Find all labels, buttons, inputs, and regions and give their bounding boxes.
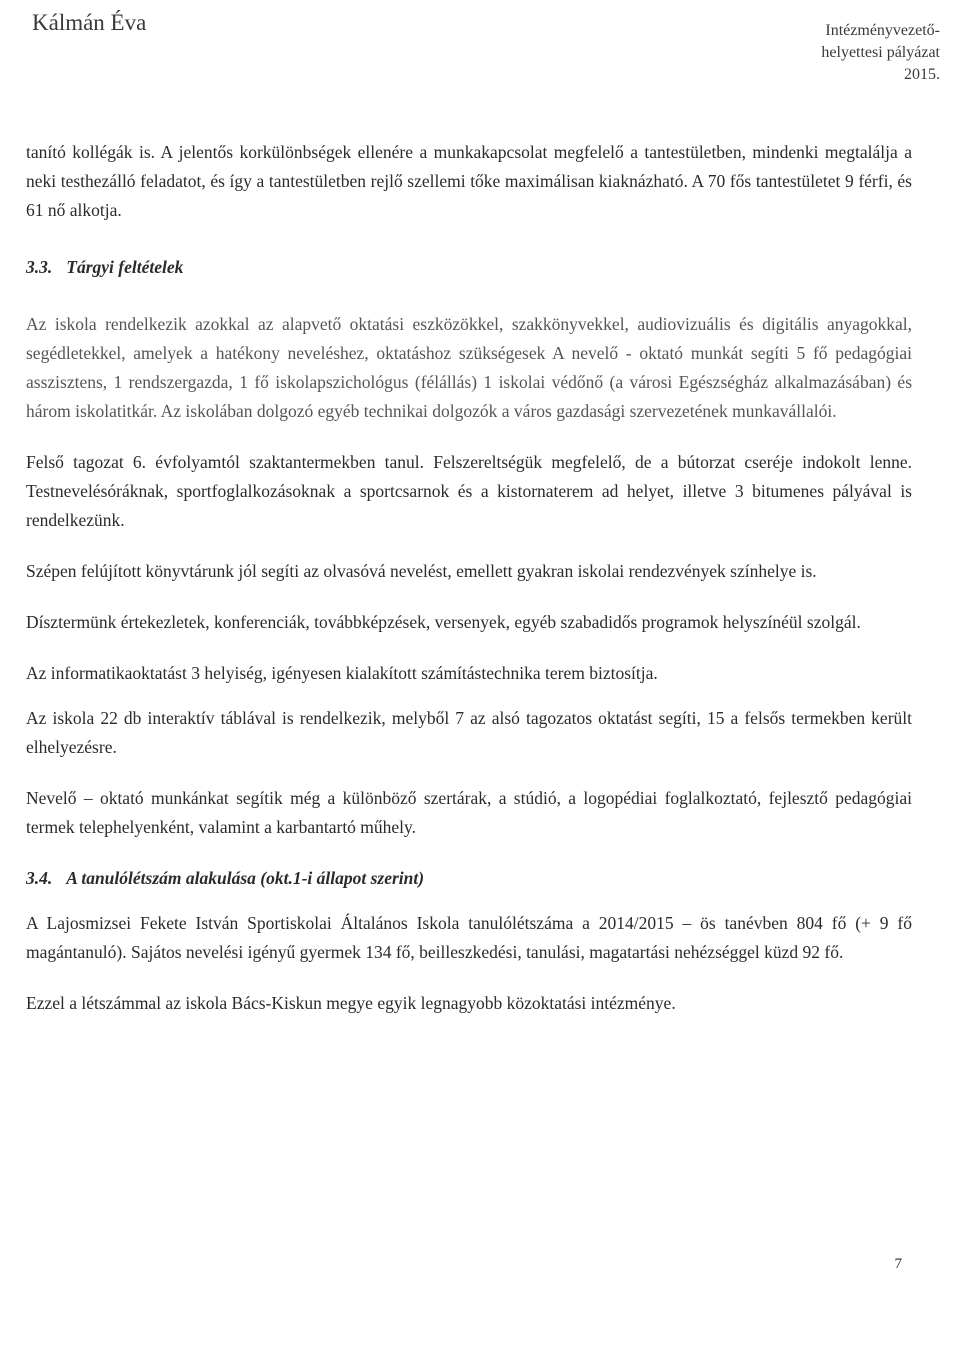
- paragraph-conclusion: Ezzel a létszámmal az iskola Bács-Kiskun megye egyik legnagyobb közoktatási intézménye.: [26, 993, 676, 1013]
- paragraph-informatics: Az informatikaoktatást 3 helyiség, igényesen kialakított számítástechnika terem biztosítja.: [26, 663, 658, 683]
- paragraph-classrooms: Felső tagozat 6. évfolyamtól szaktantermekben tanul. Felszereltségük megfelelő, de a bútorzat cseréje indokolt lenne. Testnevelésóráknak, sportfoglalkozásoknak a sportcsarnok és a kistornaterem ad helyet, illetve 3 bitumenes pályával is rendelkezünk.: [26, 452, 912, 530]
- section-title: A tanulólétszám alakulása (okt.1-i állapot szerint): [66, 868, 425, 888]
- header-author: Kálmán Éva: [32, 10, 147, 35]
- paragraph-library: Szépen felújított könyvtárunk jól segíti az olvasóvá nevelést, emellett gyakran iskolai rendezvények színhelye is.: [26, 561, 817, 581]
- paragraph-enrollment: A Lajosmizsei Fekete István Sportiskolai Általános Iskola tanulólétszáma a 2014/2015 – ös tanévben 804 fő (+ 9 fő magántanuló). Sajátos nevelési igényű gyermek 134 fő, beilleszkedési, tanulási, magatartási nehézséggel küzd 92 fő.: [26, 913, 912, 962]
- section-title: Tárgyi feltételek: [66, 257, 184, 277]
- paragraph-interactive-boards: Az iskola 22 db interaktív táblával is rendelkezik, melyből 7 az alsó tagozatos oktatást segíti, 15 a felsős termekben került elhelyezésre.: [26, 708, 912, 757]
- section-number: 3.3.: [26, 257, 53, 277]
- document-body: [26, 138, 912, 1018]
- header-doc-type-line2: helyettesi pályázat: [821, 44, 940, 61]
- header-doc-info: [740, 20, 940, 86]
- section-heading-3-3: [26, 253, 912, 282]
- header-doc-type-line1: Intézményvezető-: [825, 22, 940, 39]
- section-heading-3-4: [26, 864, 912, 893]
- page-number: 7: [894, 1256, 902, 1272]
- paragraph-equipment: Az iskola rendelkezik azokkal az alapvető oktatási eszközökkel, szakkönyvekkel, audiovizuális és digitális anyagokkal, segédletekkel, amelyek a hatékony neveléshez, oktatáshoz szükségesek A nevelő - oktató munkát segíti 5 fő pedagógiai asszisztens, 1 rendszergazda, 1 fő iskolapszichológus (félállás) 1 iskolai védőnő (a városi Egészségház alkalmazásában) és három iskolatitkár. Az iskolában dolgozó egyéb technikai dolgozók a város gazdasági szervezetének munkavállalói.: [26, 314, 912, 421]
- paragraph-ceremonial-hall: Dísztermünk értekezletek, konferenciák, továbbképzések, versenyek, egyéb szabadidős programok helyszínéül szolgál.: [26, 612, 861, 632]
- header-year: 2015.: [904, 66, 940, 83]
- paragraph-support-rooms: Nevelő – oktató munkánkat segítik még a különböző szertárak, a stúdió, a logopédiai foglalkoztató, fejlesztő pedagógiai termek telephelyenként, valamint a karbantartó műhely.: [26, 788, 912, 837]
- section-number: 3.4.: [26, 868, 53, 888]
- paragraph-staff: tanító kollégák is. A jelentős korkülönbségek ellenére a munkakapcsolat megfelelő a tantestületben, mindenki megtalálja a neki testhezálló feladatot, és így a tantestületben rejlő szellemi tőke maximálisan kiaknázható. A 70 fős tantestületet 9 férfi, és 61 nő alkotja.: [26, 142, 912, 220]
